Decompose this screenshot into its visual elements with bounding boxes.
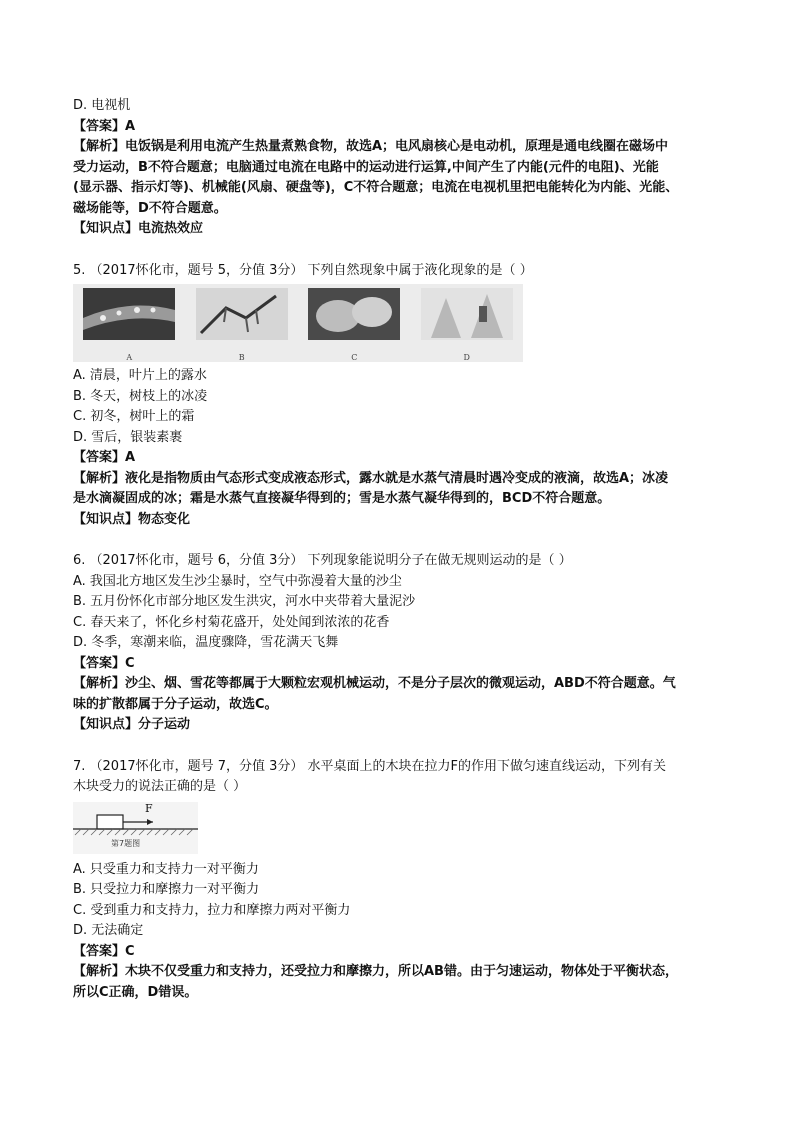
q6-option-c: C. 春天来了，怀化乡村菊花盛开，处处闻到浓浓的花香 (73, 614, 390, 630)
q6-option-b: B. 五月份怀化市部分地区发生洪灾，河水中夹带着大量泥沙 (73, 594, 416, 609)
q5-photo-caption: D (463, 353, 470, 362)
q6-knowledge-point: 【知识点】分子运动 (73, 717, 191, 732)
q6-analysis-line: 【解析】沙尘、烟、雪花等都属于大颗粒宏观机械运动，不是分子层次的微观运动，ABD不符合题意。气 (73, 676, 676, 691)
q5-photo-caption: A (126, 353, 133, 362)
q4-analysis-line: 【解析】电饭锅是利用电流产生热量煮熟食物，故选A；电风扇核心是电动机，原理是通电线圈在磁场中 (73, 139, 669, 154)
q7-option-a: A. 只受重力和支持力一对平衡力 (73, 861, 259, 877)
q5-photo-a (83, 288, 175, 362)
q6-answer: 【答案】C (73, 655, 135, 671)
q4-analysis-line: 受力运动，B不符合题意；电脑通过电流在电路中的运动进行运算,中间产生了内能(元件的电阻)、光能 (73, 159, 659, 175)
q4-answer: 【答案】A (73, 118, 136, 134)
q7-analysis-line: 所以C正确，D错误。 (73, 984, 198, 1000)
q7-answer: 【答案】C (73, 943, 135, 959)
q5-stem: 5. （2017怀化市，题号 5，分值 3分） 下列自然现象中属于液化现象的是（ ） (73, 262, 533, 278)
q5-photo-d (421, 288, 513, 362)
q4-knowledge-point: 【知识点】电流热效应 (73, 221, 204, 236)
q5-answer: 【答案】A (73, 450, 136, 465)
q5-option-a: A. 清晨，叶片上的露水 (73, 368, 207, 383)
q6-stem: 6. （2017怀化市，题号 6，分值 3分） 下列现象能说明分子在做无规则运动的是（ ） (73, 553, 572, 568)
q7-option-d: D. 无法确定 (73, 923, 144, 938)
q7-analysis-line: 【解析】木块不仅受重力和支持力，还受拉力和摩擦力，所以AB错。由于匀速运动，物体处于平衡状态， (73, 964, 678, 979)
q7-option-c: C. 受到重力和支持力，拉力和摩擦力两对平衡力 (73, 902, 351, 918)
q5-option-b: B. 冬天，树枝上的冰凌 (73, 388, 208, 404)
q6-analysis-line: 味的扩散都属于分子运动，故选C。 (73, 696, 278, 712)
q4-analysis-line: 磁场能等，D不符合题意。 (73, 200, 227, 216)
q7-figure-caption: 第7题图 (111, 838, 141, 848)
document-page (73, 96, 733, 1003)
q5-knowledge-point: 【知识点】物态变化 (73, 511, 191, 527)
q5-figure-strip (73, 284, 523, 362)
q6-option-d: D. 冬季，寒潮来临，温度骤降，雪花满天飞舞 (73, 635, 339, 650)
q4-option-d: D. 电视机 (73, 98, 131, 113)
q5-analysis-line: 是水滴凝固成的冰；霜是水蒸气直接凝华得到的；雪是水蒸气凝华得到的，BCD不符合题意。 (73, 491, 611, 506)
q7-figure (73, 802, 198, 854)
q5-photo-c (308, 288, 400, 362)
q4-analysis-line: (显示器、指示灯等)、机械能(风扇、硬盘等)，C不符合题意；电流在电视机里把电能转化为内能、光能、 (73, 180, 679, 195)
q7-option-b: B. 只受拉力和摩擦力一对平衡力 (73, 882, 260, 897)
q5-photo-b (196, 288, 288, 362)
q6-option-a: A. 我国北方地区发生沙尘暴时，空气中弥漫着大量的沙尘 (73, 573, 402, 589)
q7-force-label: F (145, 801, 153, 815)
q7-stem-line: 7. （2017怀化市，题号 7，分值 3分） 水平桌面上的木块在拉力F的作用下做匀速直线运动，下列有关 (73, 758, 667, 774)
q5-analysis-line: 【解析】液化是指物质由气态形式变成液态形式，露水就是水蒸气清晨时遇冷变成的液滴，故选A；冰凌 (73, 470, 669, 486)
q5-photo-caption: C (351, 353, 358, 362)
q5-photo-caption: B (238, 353, 245, 362)
q7-stem-line: 木块受力的说法正确的是（ ） (73, 779, 247, 794)
q5-option-d: D. 雪后，银装素裹 (73, 429, 183, 445)
q5-option-c: C. 初冬，树叶上的霜 (73, 409, 195, 424)
